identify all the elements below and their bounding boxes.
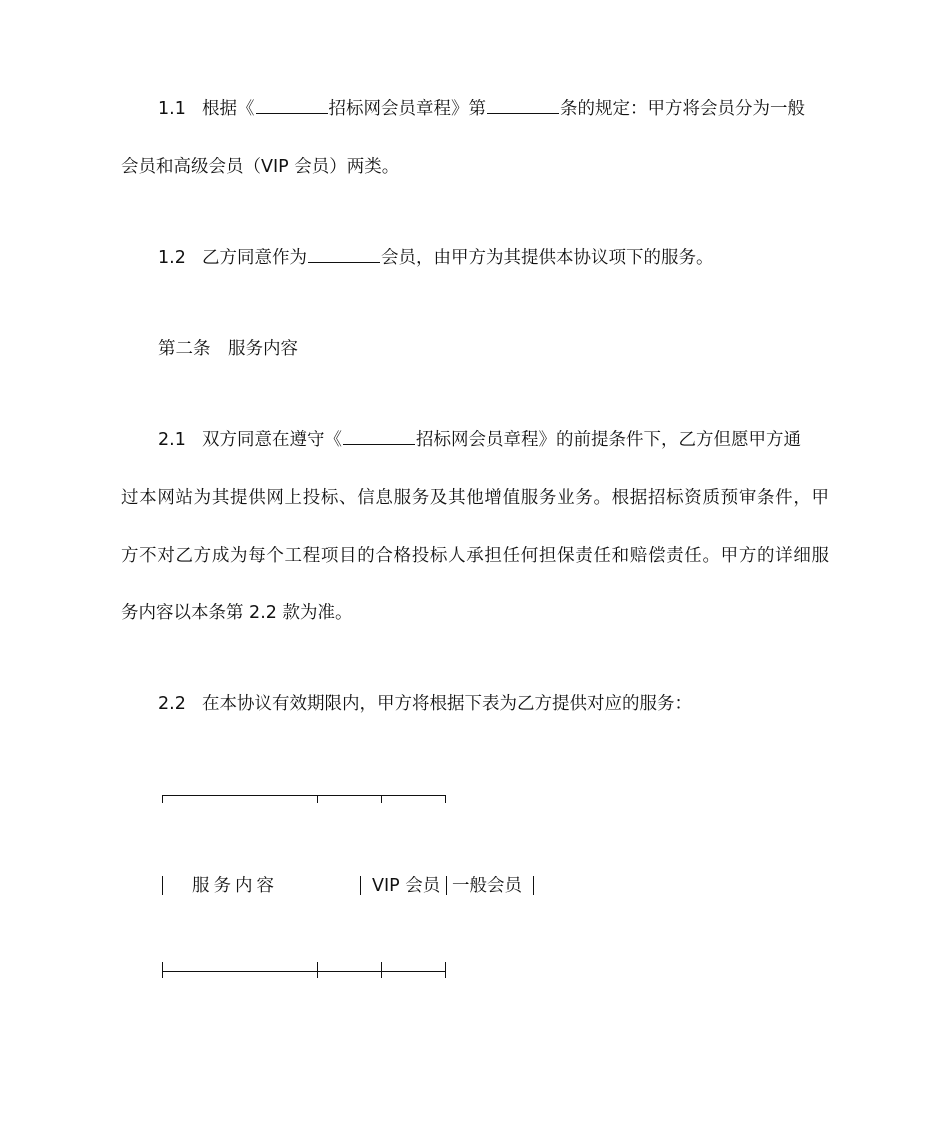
clause-2-2 (158, 692, 692, 716)
table-rule-line (162, 971, 446, 972)
table-header-row (162, 874, 542, 898)
table-middle-border (162, 966, 446, 978)
table-junction (317, 962, 318, 978)
clause-number: 1.2 (158, 248, 186, 268)
table-corner (162, 795, 163, 803)
clause-number: 2.2 (158, 694, 186, 714)
table-corner (445, 795, 446, 803)
table-header-service: 服务内容 (192, 876, 278, 896)
clause-text: 双方同意在遵守《 (202, 430, 342, 450)
table-top-border (162, 790, 446, 802)
table-rule-line (162, 795, 446, 796)
clause-number: 2.1 (158, 430, 186, 450)
clause-text: 根据《 (202, 99, 255, 119)
article-heading: 第二条 服务内容 (158, 339, 298, 359)
clause-1-1-continuation: 会员和高级会员（VIP 会员）两类。 (121, 157, 400, 177)
table-junction (381, 962, 382, 978)
fill-in-blank-site-name[interactable] (343, 428, 415, 445)
table-junction (381, 795, 382, 803)
clause-text: 会员，由甲方为其提供本协议项下的服务。 (381, 248, 714, 268)
table-cell-divider (360, 876, 361, 895)
clause-text: 招标网会员章程》的前提条件下，乙方但愿甲方通 (416, 430, 801, 450)
clause-1-1 (158, 97, 805, 121)
clause-number: 1.1 (158, 99, 186, 119)
clause-text: 条的规定：甲方将会员分为一般 (560, 99, 805, 119)
clause-2-1 (158, 428, 801, 452)
table-cell-divider (533, 876, 534, 895)
clause-text: 在本协议有效期限内，甲方将根据下表为乙方提供对应的服务： (202, 694, 692, 714)
clause-2-1-line-3: 方不对乙方成为每个工程项目的合格投标人承担任何担保责任和赔偿责任。甲方的详细服 (121, 546, 829, 566)
table-junction (445, 962, 446, 978)
fill-in-blank-member-type[interactable] (308, 246, 380, 263)
clause-2-1-line-2: 过本网站为其提供网上投标、信息服务及其他增值服务业务。根据招标资质预审条件，甲 (121, 488, 829, 508)
table-cell-divider (446, 876, 447, 895)
fill-in-blank-article-number[interactable] (487, 97, 559, 114)
clause-1-2 (158, 246, 714, 270)
table-header-general: 一般会员 (452, 876, 522, 896)
table-junction (162, 962, 163, 978)
table-junction (317, 795, 318, 803)
clause-2-1-line-4: 务内容以本条第 2.2 款为准。 (121, 603, 353, 623)
table-header-vip: VIP 会员 (372, 876, 441, 896)
table-cell-divider (162, 876, 163, 895)
clause-text: 招标网会员章程》第 (328, 99, 486, 119)
fill-in-blank-site-name[interactable] (256, 97, 328, 114)
clause-text: 乙方同意作为 (202, 248, 307, 268)
